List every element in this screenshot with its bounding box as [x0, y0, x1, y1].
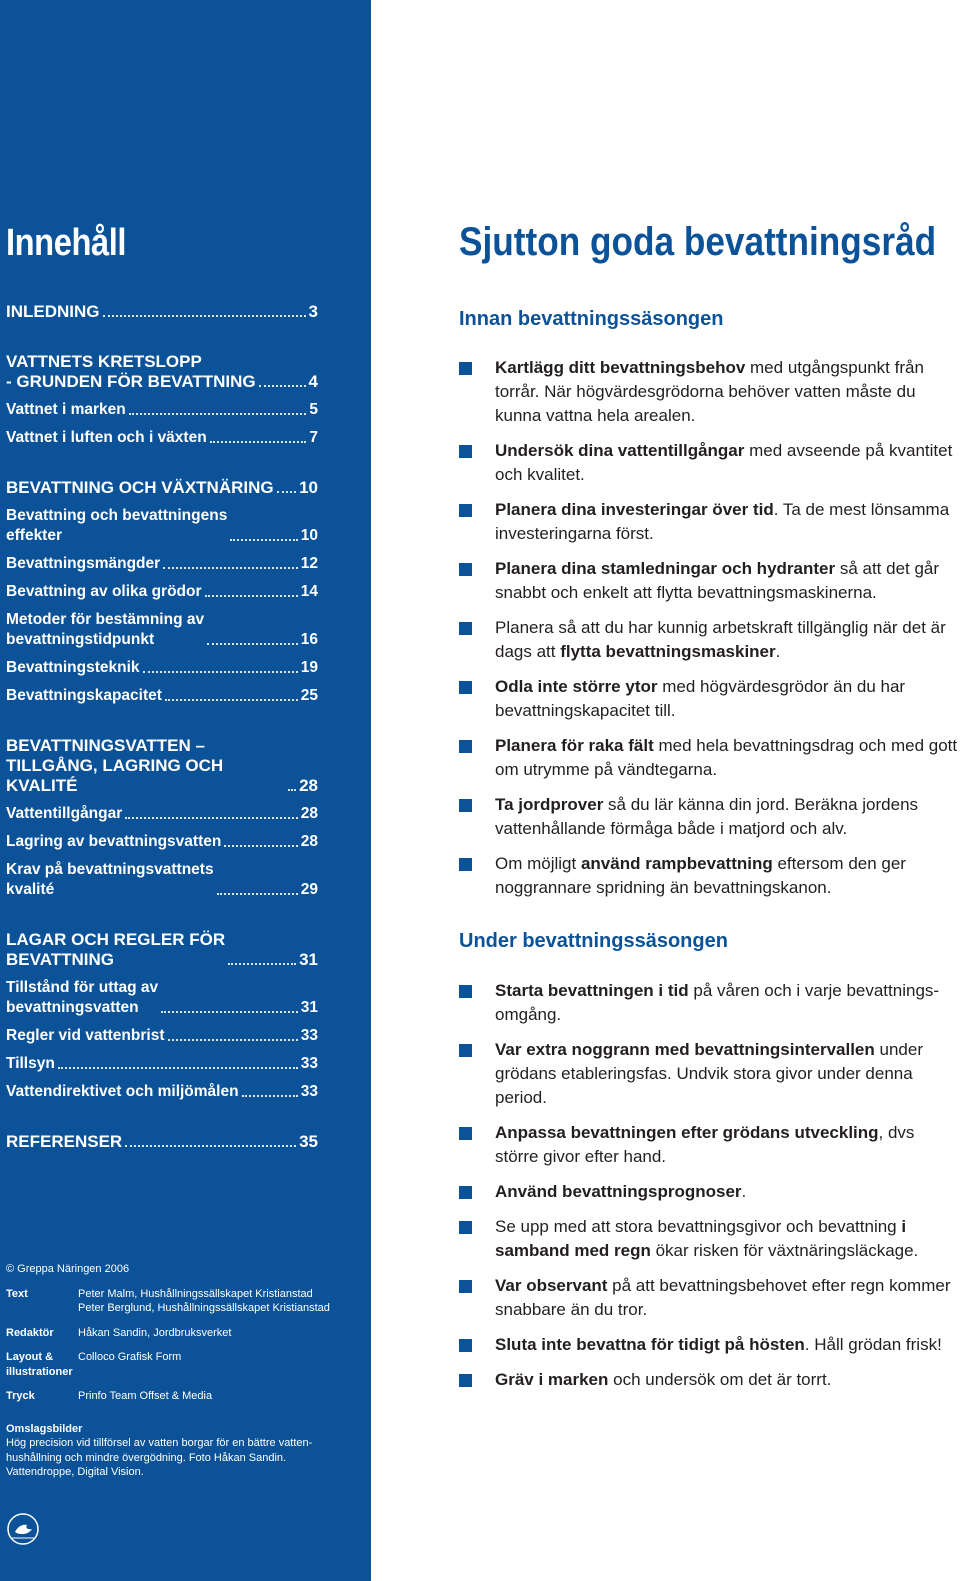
advice-emphasis: Ta jordprover	[495, 795, 604, 814]
advice-item	[459, 1333, 959, 1357]
advice-emphasis: i samband med regn	[495, 1217, 907, 1260]
toc-dot-leader	[230, 539, 297, 541]
square-bullet-icon	[459, 1221, 472, 1234]
advice-item	[459, 1038, 959, 1110]
toc-page-number: 7	[309, 429, 318, 446]
toc-dot-leader	[210, 441, 307, 443]
advice-emphasis: Odla inte större ytor	[495, 677, 658, 696]
advice-text: med hela bevattningsdrag och med gott om utrymme på vändtegarna.	[495, 736, 958, 779]
advice-text: med avseende på kvantitet och kvalitet.	[495, 441, 953, 484]
advice-text: på våren och i varje bevattnings-omgång.	[495, 981, 940, 1024]
credit-row	[6, 1326, 356, 1341]
advice-list-during	[459, 979, 959, 1403]
copyright: © Greppa Näringen 2006	[6, 1263, 130, 1275]
advice-item	[459, 1180, 959, 1204]
advice-item	[459, 734, 959, 782]
advice-emphasis: flytta bevattningsmaskiner	[560, 642, 776, 661]
toc-section	[6, 930, 318, 1102]
toc-entry[interactable]	[6, 978, 318, 1018]
square-bullet-icon	[459, 1186, 472, 1199]
toc-entry-label: VATTNETS KRETSLOPP - GRUNDEN FÖR BEVATTNING	[6, 352, 256, 391]
toc-section	[6, 736, 318, 900]
advice-text: så att det går snabbt och enkelt att flytta bevattningsmaskinerna.	[495, 559, 940, 602]
cover-heading: Omslagsbilder	[6, 1422, 83, 1435]
toc-entry-label: Bevattning och bevattningens effekter	[6, 507, 228, 544]
toc-entry-label: Bevattning av olika grödor	[6, 583, 202, 600]
toc-entry[interactable]	[6, 506, 318, 546]
toc-page-number: 16	[300, 631, 318, 648]
toc-heading-entry[interactable]	[6, 1132, 318, 1152]
advice-list-before	[459, 356, 959, 911]
sidebar	[0, 0, 371, 1581]
credit-role: Redaktör	[6, 1326, 54, 1339]
toc-heading-entry[interactable]	[6, 930, 318, 970]
toc-entry[interactable]	[6, 428, 318, 448]
square-bullet-icon	[459, 1280, 472, 1293]
toc-dot-leader	[259, 385, 306, 387]
toc-dot-leader	[242, 1095, 298, 1097]
colophon	[6, 1262, 356, 1480]
section-heading-before: Innan bevattningssäsongen	[459, 308, 724, 330]
toc-entry[interactable]	[6, 582, 318, 602]
advice-item	[459, 793, 959, 841]
toc-entry-label: BEVATTNINGSVATTEN – TILLGÅNG, LAGRING OCH KVALITÉ	[6, 736, 224, 795]
advice-emphasis: använd rampbevattning	[580, 854, 773, 873]
toc-entry-label: LAGAR OCH REGLER FÖR BEVATTNING	[6, 930, 226, 969]
advice-text: Om möjligt	[495, 854, 581, 873]
advice-text: eftersom den ger noggrannare spridning än bevattningskanon.	[495, 854, 906, 897]
credit-name: Prinfo Team Offset & Media	[78, 1390, 213, 1402]
toc-dot-leader	[205, 595, 298, 597]
square-bullet-icon	[459, 445, 472, 458]
toc-entry[interactable]	[6, 610, 318, 650]
toc-page-number: 4	[308, 372, 318, 391]
toc-entry[interactable]	[6, 1054, 318, 1074]
toc-entry[interactable]	[6, 400, 318, 420]
toc-entry[interactable]	[6, 658, 318, 678]
toc-page-number: 28	[299, 776, 318, 795]
toc-page-number: 33	[300, 1027, 318, 1044]
toc-entry[interactable]	[6, 832, 318, 852]
advice-item	[459, 356, 959, 428]
toc-dot-leader	[161, 1011, 298, 1013]
square-bullet-icon	[459, 362, 472, 375]
toc-page-number: 28	[300, 805, 318, 822]
toc-dot-leader	[224, 845, 297, 847]
square-bullet-icon	[459, 799, 472, 812]
toc-page-number: 28	[300, 833, 318, 850]
toc-entry-label: Vattendirektivet och miljömålen	[6, 1083, 239, 1100]
credit-name: Colloco Grafisk Form	[78, 1351, 182, 1363]
toc-entry[interactable]	[6, 804, 318, 824]
advice-emphasis: Var observant	[495, 1276, 608, 1295]
advice-text: Planera så att du har kunnig arbetskraft tillgänglig när det är dags att	[495, 618, 946, 661]
toc-entry-label: Tillstånd för uttag av bevattningsvatten	[6, 979, 159, 1016]
credit-role: Text	[6, 1287, 28, 1300]
toc-entry-label: Vattnet i marken	[6, 401, 126, 418]
square-bullet-icon	[459, 681, 472, 694]
square-bullet-icon	[459, 1339, 472, 1352]
toc-page-number: 19	[300, 659, 318, 676]
toc-heading-entry[interactable]	[6, 302, 318, 322]
credit-role: Layout & illustrationer	[6, 1351, 73, 1378]
toc-entry[interactable]	[6, 1026, 318, 1046]
toc-dot-leader	[168, 1039, 298, 1041]
toc-dot-leader	[207, 643, 298, 645]
credit-row	[6, 1389, 356, 1404]
advice-item	[459, 1368, 959, 1392]
toc-entry-label: BEVATTNING OCH VÄXTNÄRING	[6, 478, 274, 497]
toc-heading-entry[interactable]	[6, 352, 318, 392]
toc-page-number: 10	[300, 527, 318, 544]
toc-section	[6, 352, 318, 448]
square-bullet-icon	[459, 1374, 472, 1387]
toc-page-number: 14	[300, 583, 318, 600]
section-heading-during: Under bevattningssäsongen	[459, 930, 728, 952]
toc-entry[interactable]	[6, 860, 318, 900]
toc-page-number: 12	[300, 555, 318, 572]
advice-item	[459, 979, 959, 1027]
advice-item	[459, 1215, 959, 1263]
toc-dot-leader	[58, 1067, 298, 1069]
advice-text: .	[741, 1182, 747, 1201]
toc-section	[6, 302, 318, 322]
toc-page-number: 31	[299, 950, 318, 969]
main-content	[371, 0, 960, 1581]
advice-emphasis: Planera för raka fält	[495, 736, 654, 755]
toc-section	[6, 1132, 318, 1152]
toc-dot-leader	[125, 1145, 296, 1147]
advice-emphasis: Var extra noggrann med bevattningsintervallen	[495, 1040, 875, 1059]
toc-page-number: 29	[300, 881, 318, 898]
advice-text: under grödans etableringsfas. Undvik stora givor under denna period.	[495, 1040, 923, 1107]
toc-dot-leader	[103, 315, 306, 317]
toc-entry-label: Vattentillgångar	[6, 805, 123, 822]
toc-page-number: 5	[309, 401, 318, 418]
toc-entry-label: Regler vid vattenbrist	[6, 1027, 165, 1044]
toc-heading-entry[interactable]	[6, 736, 318, 796]
advice-item	[459, 675, 959, 723]
toc-page-number: 25	[300, 687, 318, 704]
credit-row	[6, 1350, 356, 1379]
advice-emphasis: Planera dina stamledningar och hydranter	[495, 559, 836, 578]
toc-section	[6, 478, 318, 706]
toc-entry-label: Bevattningskapacitet	[6, 687, 162, 704]
square-bullet-icon	[459, 740, 472, 753]
advice-item	[459, 616, 959, 664]
credit-row	[6, 1287, 356, 1316]
advice-item	[459, 439, 959, 487]
advice-emphasis: Använd bevattningsprognoser	[495, 1182, 742, 1201]
toc-page-number: 33	[300, 1083, 318, 1100]
toc-page-number: 31	[300, 999, 318, 1016]
advice-emphasis: Kartlägg ditt bevattningsbehov	[495, 358, 746, 377]
square-bullet-icon	[459, 622, 472, 635]
advice-text: Se upp med att stora bevattningsgivor och bevattning	[495, 1217, 902, 1236]
square-bullet-icon	[459, 985, 472, 998]
advice-item	[459, 852, 959, 900]
advice-item	[459, 498, 959, 546]
advice-text: .	[775, 642, 781, 661]
advice-item	[459, 1121, 959, 1169]
toc-heading-entry[interactable]	[6, 478, 318, 498]
toc-page-number: 3	[308, 302, 318, 321]
toc-dot-leader	[288, 789, 296, 791]
toc-page-number: 10	[299, 478, 318, 497]
toc-entry-label: Krav på bevattningsvattnets kvalité	[6, 861, 214, 898]
advice-text: , dvs större givor efter hand.	[495, 1123, 915, 1166]
toc-entry-label: Bevattningsmängder	[6, 555, 161, 572]
cover-text: Hög precision vid tillförsel av vatten borgar för en bättre vatten- hushållning och mindre övergödning. Foto Håkan Sandin. Vattendroppe, Digital Vision.	[6, 1437, 313, 1478]
toc-entry-label: Metoder för bestämning av bevattningstidpunkt	[6, 611, 205, 648]
advice-emphasis: Anpassa bevattningen efter grödans utveckling	[495, 1123, 879, 1142]
square-bullet-icon	[459, 1127, 472, 1140]
toc-dot-leader	[165, 699, 298, 701]
toc-entry-label: REFERENSER	[6, 1132, 123, 1151]
toc-page-number: 35	[299, 1132, 318, 1151]
toc-dot-leader	[228, 963, 296, 965]
credit-name: Håkan Sandin, Jordbruksverket	[78, 1326, 232, 1339]
square-bullet-icon	[459, 563, 472, 576]
toc-title: Innehåll	[6, 222, 127, 264]
credit-name: Peter Malm, Hushållningssällskapet Kristianstad Peter Berglund, Hushållningssällskapet Kristianstad	[78, 1287, 330, 1314]
advice-item	[459, 557, 959, 605]
advice-text: med utgångspunkt från torrår. När högvärdesgrödorna behöver vatten måste du kunna vattna hela arealen.	[495, 358, 924, 425]
advice-text: så du lär känna din jord. Beräkna jordens vattenhållande förmåga både i matjord och alv.	[495, 795, 919, 838]
advice-text: ökar risken för växtnäringsläckage.	[650, 1241, 919, 1260]
toc-dot-leader	[125, 817, 297, 819]
advice-emphasis: Gräv i marken	[495, 1370, 609, 1389]
toc-entry-label: INLEDNING	[6, 302, 100, 321]
table-of-contents	[6, 302, 318, 1182]
toc-dot-leader	[163, 567, 298, 569]
advice-text: på att bevattningsbehovet efter regn kommer snabbare än du tror.	[495, 1276, 951, 1319]
toc-dot-leader	[277, 491, 296, 493]
square-bullet-icon	[459, 858, 472, 871]
credits	[6, 1287, 356, 1404]
advice-text: . Håll grödan frisk!	[804, 1335, 942, 1354]
page-title: Sjutton goda bevattningsråd	[459, 220, 937, 264]
toc-dot-leader	[143, 671, 298, 673]
advice-text: och undersök om det är torrt.	[608, 1370, 832, 1389]
toc-dot-leader	[217, 893, 298, 895]
credit-role: Tryck	[6, 1390, 35, 1402]
toc-entry[interactable]	[6, 554, 318, 574]
toc-entry-label: Tillsyn	[6, 1055, 55, 1072]
advice-emphasis: Sluta inte bevattna för tidigt på hösten	[495, 1335, 805, 1354]
advice-emphasis: Starta bevattningen i tid	[495, 981, 689, 1000]
toc-entry-label: Bevattningsteknik	[6, 659, 140, 676]
advice-text: med högvärdesgrödor än du har bevattningskapacitet till.	[495, 677, 906, 720]
swan-label-icon	[6, 1512, 40, 1546]
square-bullet-icon	[459, 1044, 472, 1057]
toc-entry-label: Vattnet i luften och i växten	[6, 429, 207, 446]
toc-dot-leader	[129, 413, 307, 415]
toc-entry[interactable]	[6, 686, 318, 706]
advice-item	[459, 1274, 959, 1322]
advice-emphasis: Undersök dina vattentillgångar	[495, 441, 745, 460]
advice-text: . Ta de mest lönsamma investeringarna först.	[495, 500, 950, 543]
toc-entry[interactable]	[6, 1082, 318, 1102]
square-bullet-icon	[459, 504, 472, 517]
advice-emphasis: Planera dina investeringar över tid	[495, 500, 774, 519]
toc-entry-label: Lagring av bevattningsvatten	[6, 833, 222, 850]
toc-page-number: 33	[300, 1055, 318, 1072]
